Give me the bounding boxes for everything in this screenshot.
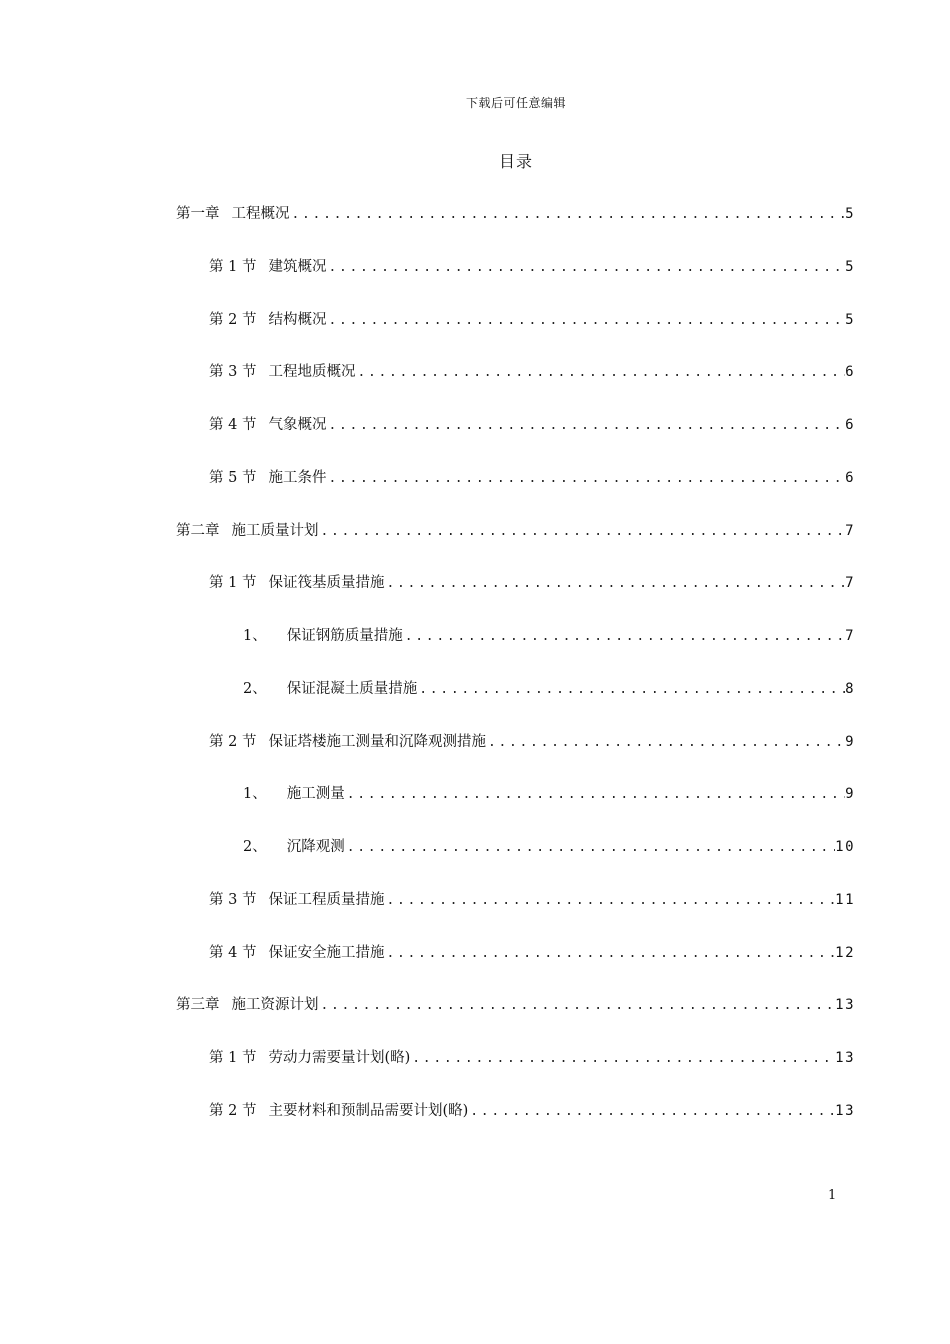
toc-entry-number: 第 3 节 bbox=[209, 891, 257, 908]
toc-entry-text: 结构概况 bbox=[268, 311, 327, 328]
toc-entry-page: 11 bbox=[835, 891, 855, 908]
toc-entry-page: 13 bbox=[835, 1050, 855, 1066]
toc-entry[interactable] bbox=[243, 780, 855, 808]
toc-leader-dots bbox=[292, 201, 846, 229]
toc-leader-dots bbox=[328, 465, 845, 493]
toc-entry-page: 6 bbox=[845, 364, 855, 381]
toc-entry-text: 施工条件 bbox=[268, 469, 327, 486]
toc-entry-label bbox=[243, 622, 405, 650]
toc-leader-dots bbox=[386, 570, 845, 598]
toc-entry-number: 第二章 bbox=[176, 522, 220, 539]
toc-entry[interactable] bbox=[209, 358, 855, 386]
toc-entry-number: 第 1 节 bbox=[209, 575, 257, 592]
toc-entry-label bbox=[209, 886, 386, 914]
toc-entry-page: 10 bbox=[835, 839, 855, 855]
toc-entry-page: 13 bbox=[835, 1102, 855, 1119]
toc-entry-label bbox=[243, 833, 347, 861]
toc-entry[interactable] bbox=[209, 569, 855, 597]
toc-leader-dots bbox=[321, 992, 836, 1020]
toc-entry-page: 7 bbox=[845, 628, 855, 644]
toc-entry-label bbox=[243, 780, 347, 808]
toc-leader-dots bbox=[488, 729, 845, 757]
toc-entry-number: 第 4 节 bbox=[209, 417, 257, 433]
toc-entry-label bbox=[209, 464, 328, 492]
toc-entry-number: 第三章 bbox=[176, 997, 220, 1014]
toc-entry-text: 劳动力需要量计划(略) bbox=[268, 1050, 411, 1066]
toc-entry[interactable] bbox=[209, 1097, 855, 1125]
toc-entry[interactable] bbox=[209, 939, 855, 967]
toc-entry-text: 保证塔楼施工测量和沉降观测措施 bbox=[268, 733, 486, 750]
toc-entry-text: 保证混凝土质量措施 bbox=[286, 680, 418, 697]
toc-entry-number: 2、 bbox=[243, 680, 267, 697]
toc-leader-dots bbox=[412, 1045, 835, 1073]
toc-entry-page: 13 bbox=[835, 997, 855, 1014]
toc-entry[interactable] bbox=[243, 622, 855, 650]
header-note: 下载后可任意编辑 bbox=[465, 96, 566, 110]
toc-entry[interactable] bbox=[243, 833, 855, 861]
toc-entry-page: 8 bbox=[845, 680, 855, 697]
toc-leader-dots bbox=[405, 623, 845, 651]
toc-entry-label bbox=[209, 1044, 412, 1072]
toc-entry-number: 2、 bbox=[243, 839, 267, 855]
toc-entry-number: 第 1 节 bbox=[209, 258, 257, 275]
toc-leader-dots bbox=[357, 359, 845, 387]
toc-entry-number: 第 2 节 bbox=[209, 1102, 257, 1119]
toc-entry[interactable] bbox=[209, 411, 855, 439]
toc-entry-page: 6 bbox=[845, 469, 855, 486]
toc-entry-page: 6 bbox=[845, 417, 855, 433]
toc-entry-text: 工程概况 bbox=[231, 206, 290, 222]
toc-entry[interactable] bbox=[209, 728, 855, 756]
toc-entry-label bbox=[209, 939, 386, 967]
toc-entry-text: 保证钢筋质量措施 bbox=[286, 628, 403, 644]
toc-entry-label bbox=[209, 411, 328, 439]
toc-entry[interactable] bbox=[209, 306, 855, 334]
toc-entry-number: 第 3 节 bbox=[209, 364, 257, 381]
toc-entry-number: 第 1 节 bbox=[209, 1050, 257, 1066]
page-number: 1 bbox=[828, 1188, 837, 1203]
toc-entry-number: 第 5 节 bbox=[209, 469, 257, 486]
toc-entry-text: 气象概况 bbox=[268, 417, 327, 433]
toc-entry[interactable] bbox=[209, 1044, 855, 1072]
toc-entry-number: 1、 bbox=[243, 786, 267, 803]
toc-entry-page: 9 bbox=[845, 733, 855, 750]
toc-title: 目录 bbox=[498, 152, 533, 171]
toc-entry-text: 施工测量 bbox=[286, 786, 345, 803]
toc-entry-text: 施工质量计划 bbox=[231, 522, 319, 539]
toc-entry-page: 7 bbox=[845, 575, 855, 592]
toc-entry-label bbox=[176, 991, 321, 1019]
toc-entry[interactable] bbox=[176, 517, 855, 545]
toc-leader-dots bbox=[328, 412, 845, 440]
toc-entry-number: 第 4 节 bbox=[209, 944, 257, 961]
toc-entry-page: 12 bbox=[835, 944, 855, 961]
toc-entry[interactable] bbox=[209, 886, 855, 914]
toc-entry-label bbox=[209, 728, 488, 756]
toc-leader-dots bbox=[328, 307, 845, 335]
toc-entry-label bbox=[209, 253, 328, 281]
toc-entry[interactable] bbox=[176, 200, 855, 228]
toc-entry-text: 主要材料和预制品需要计划(略) bbox=[268, 1102, 469, 1119]
toc-entry[interactable] bbox=[209, 464, 855, 492]
toc-entry-label bbox=[209, 358, 357, 386]
toc-entry-number: 第 2 节 bbox=[209, 311, 257, 328]
toc-leader-dots bbox=[470, 1098, 835, 1126]
toc-entry-number: 1、 bbox=[243, 628, 267, 644]
toc-entry-label bbox=[176, 517, 321, 545]
toc-leader-dots bbox=[321, 518, 846, 546]
toc-entry-page: 5 bbox=[845, 311, 855, 328]
toc-entry[interactable] bbox=[176, 991, 855, 1019]
toc-entry-page: 5 bbox=[845, 206, 855, 222]
toc-leader-dots bbox=[328, 254, 845, 282]
toc-entry-text: 建筑概况 bbox=[268, 258, 327, 275]
toc-entry-number: 第一章 bbox=[176, 206, 220, 222]
toc-leader-dots bbox=[386, 887, 835, 915]
toc-entry-number: 第 2 节 bbox=[209, 733, 257, 750]
toc-entry[interactable] bbox=[209, 253, 855, 281]
toc-leader-dots bbox=[347, 781, 845, 809]
toc-entry-page: 9 bbox=[845, 786, 855, 803]
toc-entry-label bbox=[243, 675, 419, 703]
toc-entry-text: 工程地质概况 bbox=[268, 364, 356, 381]
toc-entry-label bbox=[209, 569, 386, 597]
toc-leader-dots bbox=[347, 834, 835, 862]
toc-entry-text: 保证安全施工措施 bbox=[268, 944, 385, 961]
toc-leader-dots bbox=[386, 940, 835, 968]
toc-entry[interactable] bbox=[243, 675, 855, 703]
toc-entry-label bbox=[209, 306, 328, 334]
toc-entry-text: 保证工程质量措施 bbox=[268, 891, 385, 908]
toc-entry-text: 施工资源计划 bbox=[231, 997, 319, 1014]
toc-entry-label bbox=[209, 1097, 470, 1125]
toc-entry-label bbox=[176, 200, 292, 228]
toc-leader-dots bbox=[419, 676, 845, 704]
toc-entry-text: 沉降观测 bbox=[286, 839, 345, 855]
toc-entry-page: 5 bbox=[845, 258, 855, 275]
toc-entry-page: 7 bbox=[845, 522, 855, 539]
toc-entry-text: 保证筏基质量措施 bbox=[268, 575, 385, 592]
